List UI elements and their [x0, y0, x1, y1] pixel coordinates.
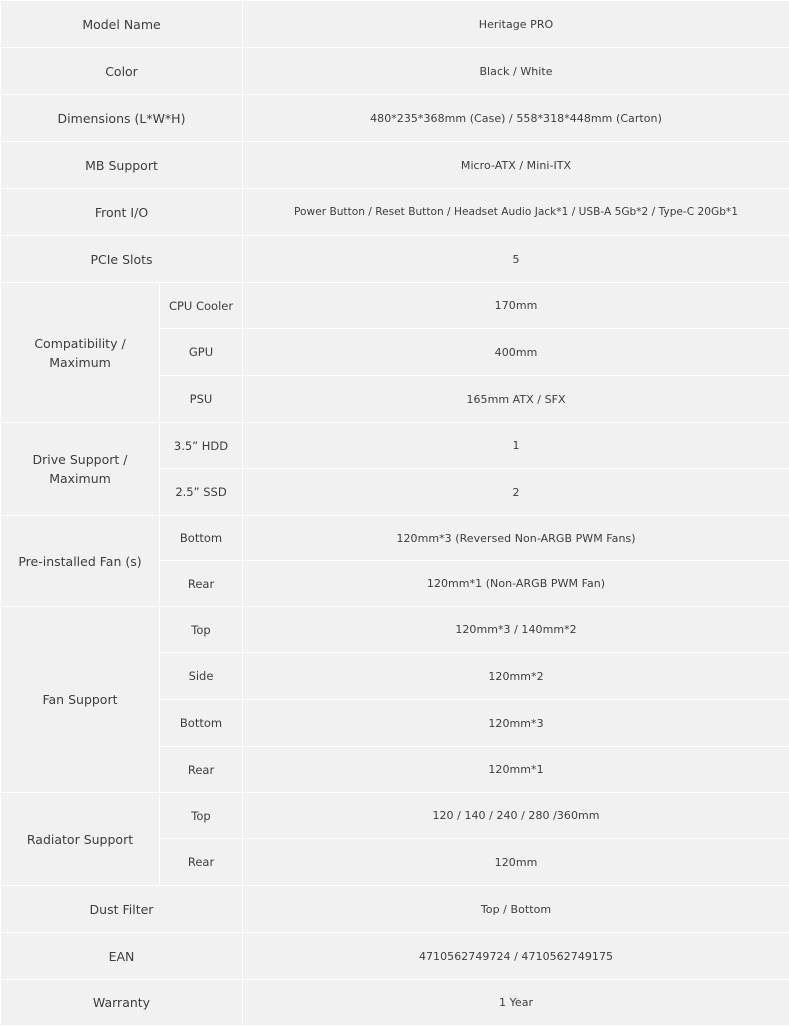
spec-row-fan-top	[1, 607, 789, 653]
spec-value: 400mm	[243, 329, 789, 376]
spec-value: 120mm	[243, 839, 789, 886]
spec-group-label-radiator-support	[1, 793, 160, 886]
spec-value: Black / White	[243, 48, 789, 95]
spec-sublabel: GPU	[160, 329, 243, 376]
spec-row-preinstalled-bottom	[1, 516, 789, 561]
spec-value: 2	[243, 469, 789, 516]
spec-sublabel: Side	[160, 653, 243, 700]
spec-value: 120mm*3 / 140mm*2	[243, 607, 789, 653]
spec-sublabel: CPU Cooler	[160, 283, 243, 329]
spec-label: Radiator Support	[27, 832, 133, 847]
spec-value: 120mm*3 (Reversed Non-ARGB PWM Fans)	[243, 516, 789, 561]
spec-label: Fan Support	[42, 692, 117, 707]
spec-label: Warranty	[1, 980, 243, 1026]
spec-row-dimensions	[1, 95, 789, 142]
spec-row-hdd	[1, 423, 789, 469]
spec-sublabel: Rear	[160, 839, 243, 886]
spec-sublabel: Top	[160, 607, 243, 653]
spec-value: Heritage PRO	[243, 1, 789, 48]
spec-sublabel: 3.5” HDD	[160, 423, 243, 469]
spec-value: 170mm	[243, 283, 789, 329]
spec-label: Compatibility / Maximum	[34, 336, 125, 370]
spec-row-ean	[1, 933, 789, 980]
spec-label: Front I/O	[1, 189, 243, 236]
spec-sublabel: Bottom	[160, 700, 243, 747]
spec-value: Micro-ATX / Mini-ITX	[243, 142, 789, 189]
spec-value: 120mm*1 (Non-ARGB PWM Fan)	[243, 561, 789, 607]
spec-sublabel: Top	[160, 793, 243, 839]
spec-row-warranty	[1, 980, 789, 1026]
spec-row-front-io	[1, 189, 789, 236]
spec-value: 120 / 140 / 240 / 280 /360mm	[243, 793, 789, 839]
spec-label: PCIe Slots	[1, 236, 243, 283]
spec-sublabel: 2.5” SSD	[160, 469, 243, 516]
spec-label: Drive Support / Maximum	[33, 452, 128, 486]
spec-value: 4710562749724 / 4710562749175	[243, 933, 789, 980]
spec-row-color	[1, 48, 789, 95]
spec-row-pcie-slots	[1, 236, 789, 283]
spec-value: 120mm*3	[243, 700, 789, 747]
spec-label: Color	[1, 48, 243, 95]
spec-value: 165mm ATX / SFX	[243, 376, 789, 423]
spec-value: Top / Bottom	[243, 886, 789, 933]
spec-group-label-drive-support	[1, 423, 160, 516]
spec-row-cpu-cooler	[1, 283, 789, 329]
spec-group-label-preinstalled-fan	[1, 516, 160, 607]
spec-sublabel: Bottom	[160, 516, 243, 561]
spec-label: Model Name	[1, 1, 243, 48]
spec-group-label-fan-support	[1, 607, 160, 793]
spec-value: Power Button / Reset Button / Headset Audio Jack*1 / USB-A 5Gb*2 / Type-C 20Gb*1	[243, 189, 789, 236]
spec-sublabel: PSU	[160, 376, 243, 423]
spec-label: Dimensions (L*W*H)	[1, 95, 243, 142]
spec-row-radiator-top	[1, 793, 789, 839]
spec-label: Pre-installed Fan (s)	[18, 554, 141, 569]
spec-value: 120mm*1	[243, 747, 789, 793]
spec-value: 1 Year	[243, 980, 789, 1026]
spec-label: MB Support	[1, 142, 243, 189]
spec-sublabel: Rear	[160, 561, 243, 607]
spec-row-dust-filter	[1, 886, 789, 933]
spec-value: 120mm*2	[243, 653, 789, 700]
spec-label: Dust Filter	[1, 886, 243, 933]
spec-row-model-name	[1, 1, 789, 48]
spec-value: 5	[243, 236, 789, 283]
spec-sublabel: Rear	[160, 747, 243, 793]
spec-label: EAN	[1, 933, 243, 980]
spec-value: 480*235*368mm (Case) / 558*318*448mm (Carton)	[243, 95, 789, 142]
spec-value: 1	[243, 423, 789, 469]
spec-group-label-compatibility	[1, 283, 160, 423]
spec-row-mb-support	[1, 142, 789, 189]
